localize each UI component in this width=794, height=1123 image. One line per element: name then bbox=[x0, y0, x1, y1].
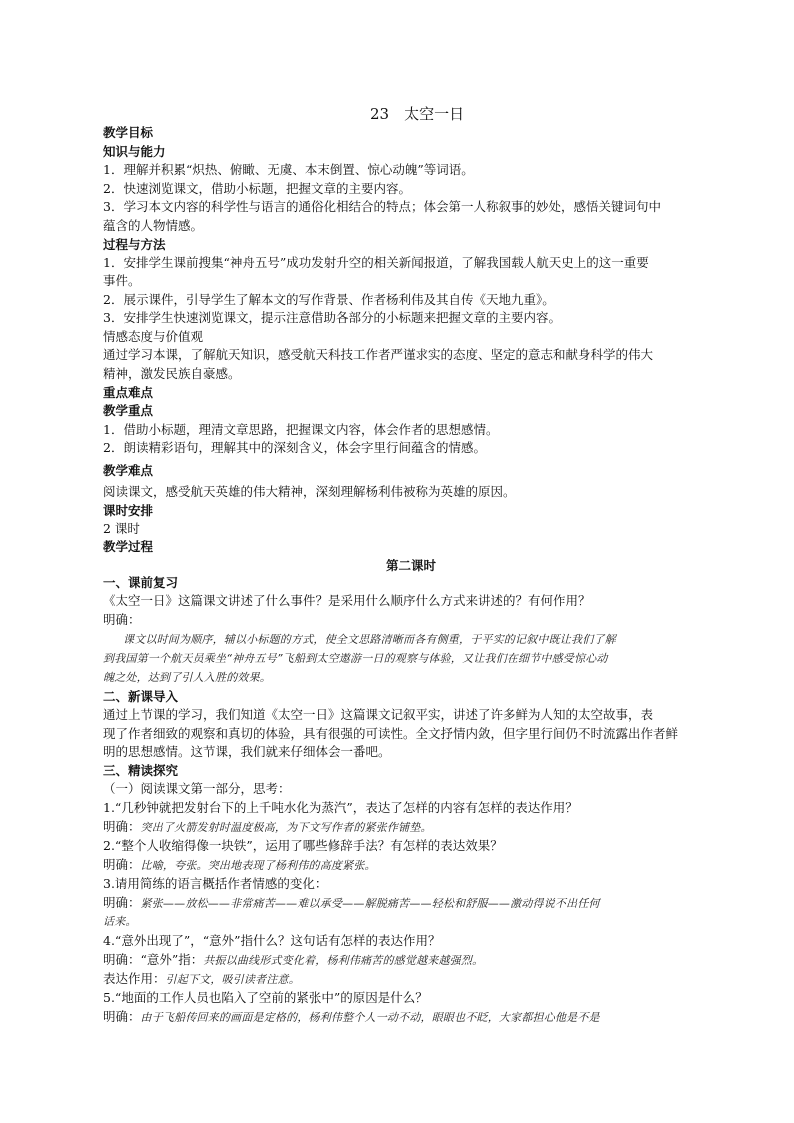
page-title: 23 太空一日 bbox=[370, 105, 465, 123]
answer-2-label: 明确： bbox=[103, 857, 141, 872]
process-item-2: 2．展示课件，引导学生了解本文的写作背景、作者杨利伟及其自传《天地九重》。 bbox=[103, 292, 555, 307]
review-answer-line2: 到我国第一个航天员乘坐“神舟五号”飞船到太空遨游一日的观察与体验，又让我们在细节中感受惊心动 bbox=[103, 652, 608, 665]
difficulty-text: 阅读课文，感受航天英雄的伟大精神，深刻理解杨利伟被称为英雄的原因。 bbox=[103, 484, 516, 499]
answer-label: 明确： bbox=[103, 612, 141, 627]
step-2-introduction: 二、新课导入 bbox=[103, 689, 179, 704]
answer-3-label: 明确： bbox=[103, 895, 141, 910]
review-question: 《太空一日》这篇课文讲述了什么事件？是采用什么顺序什么方式来讲述的？有何作用？ bbox=[103, 593, 591, 608]
answer-3-line2: 话来。 bbox=[103, 915, 137, 928]
part-1-prompt: （一）阅读课文第一部分，思考： bbox=[103, 781, 291, 796]
answer-1 bbox=[103, 818, 432, 837]
process-item-1-line1: 1．安排学生课前搜集“神舟五号”成功发射升空的相关新闻报道，了解我国载人航天史上的这一重要 bbox=[103, 255, 649, 270]
review-answer-line1: 课文以时间为顺序，辅以小标题的方式，使全文思路清晰而各有侧重，于平实的记叙中既让我们了解 bbox=[123, 633, 616, 646]
key-point-1: 1．借助小标题，理清文章思路，把握课文内容，体会作者的思想感情。 bbox=[103, 422, 499, 437]
emotion-text-line2: 精神，激发民族自豪感。 bbox=[103, 366, 241, 381]
answer-1-text: 突出了火箭发射时温度极高，为下文写作者的紧张作铺垫。 bbox=[140, 821, 432, 834]
section-teaching-process: 教学过程 bbox=[103, 539, 154, 554]
subsection-key-points: 教学重点 bbox=[103, 403, 154, 418]
process-item-1-line2: 事件。 bbox=[103, 273, 141, 288]
answer-5-text: 由于飞船传回来的画面是定格的，杨利伟整个人一动不动，眼眼也不眨，大家都担心他是不是 bbox=[140, 1011, 600, 1024]
question-4: 4.“意外出现了”，“意外”指什么？这句话有怎样的表达作用？ bbox=[103, 933, 441, 948]
intro-text-line2: 现了作者细致的观察和真切的体验，具有很强的可读性。全文抒情内敛，但字里行间仍不时流露出作者鲜 bbox=[103, 726, 679, 741]
intro-text-line3: 明的思想感情。这节课，我们就来仔细体会一番吧。 bbox=[103, 744, 391, 759]
emotion-text-line1: 通过学习本课，了解航天知识，感受航天科技工作者严谨求实的态度、坚定的意志和献身科学的伟大 bbox=[103, 347, 654, 362]
answer-3-line1 bbox=[103, 894, 600, 913]
process-item-3: 3．安排学生快速浏览课文，提示注意借助各部分的小标题来把握文章的主要内容。 bbox=[103, 310, 561, 325]
step-1-review: 一、课前复习 bbox=[103, 575, 179, 590]
subsection-knowledge-ability: 知识与能力 bbox=[103, 144, 166, 159]
answer-4a bbox=[103, 951, 483, 970]
subsection-difficulties: 教学难点 bbox=[103, 463, 154, 478]
knowledge-item-2: 2．快速浏览课文，借助小标题，把握文章的主要内容。 bbox=[103, 181, 411, 196]
question-3: 3.请用简练的语言概括作者情感的变化： bbox=[103, 876, 328, 891]
answer-4a-label: 明确：“意外”指： bbox=[103, 952, 204, 967]
subsection-process-method: 过程与方法 bbox=[103, 237, 166, 252]
answer-4b-text: 引起下文，吸引读者注意。 bbox=[165, 973, 300, 986]
lesson-heading: 第二课时 bbox=[386, 558, 437, 573]
section-class-hours: 课时安排 bbox=[103, 503, 154, 518]
question-2: 2.“整个人收缩得像一块铁”，运用了哪些修辞手法？有怎样的表达效果？ bbox=[103, 838, 503, 853]
section-teaching-goals: 教学目标 bbox=[103, 125, 154, 140]
step-3-close-reading: 三、精读探究 bbox=[103, 763, 179, 778]
intro-text-line1: 通过上节课的学习，我们知道《太空一日》这篇课文记叙平实，讲述了许多鲜为人知的太空故事，表 bbox=[103, 707, 654, 722]
question-5: 5.“地面的工作人员也陷入了空前的紧张中”的原因是什么？ bbox=[103, 990, 428, 1005]
answer-1-label: 明确： bbox=[103, 819, 141, 834]
knowledge-item-3-line1: 3．学习本文内容的科学性与语言的通俗化相结合的特点；体会第一人称叙事的妙处，感悟关键词句中 bbox=[103, 199, 661, 214]
answer-3-text: 紧张——放松——非常痛苦——难以承受——解脱痛苦——轻松和舒服——激动得说不出任何 bbox=[140, 897, 600, 910]
subsection-emotion-values: 情感态度与价值观 bbox=[103, 329, 204, 344]
answer-4b-label: 表达作用： bbox=[103, 971, 166, 986]
section-key-difficulties: 重点难点 bbox=[103, 385, 154, 400]
answer-5 bbox=[103, 1008, 600, 1027]
answer-4a-text: 共振以曲线形式变化着，杨利伟痛苦的感觉越来越强烈。 bbox=[203, 954, 484, 967]
answer-2-text: 比喻，夸张。突出地表现了杨利伟的高度紧张。 bbox=[140, 859, 376, 872]
knowledge-item-1: 1．理解并积累“炽热、俯瞰、无虞、本末倒置、惊心动魄”等词语。 bbox=[103, 162, 474, 177]
answer-4b bbox=[103, 970, 300, 989]
key-point-2: 2．朗读精彩语句，理解其中的深刻含义，体会字里行间蕴含的情感。 bbox=[103, 440, 486, 455]
review-answer-line3: 魄之处，达到了引人入胜的效果。 bbox=[103, 671, 271, 684]
class-hours-value: 2 课时 bbox=[103, 521, 140, 536]
answer-5-label: 明确： bbox=[103, 1009, 141, 1024]
answer-2 bbox=[103, 856, 376, 875]
knowledge-item-3-line2: 蕴含的人物情感。 bbox=[103, 218, 204, 233]
question-1: 1.“几秒钟就把发射台下的上千吨水化为蒸汽”，表达了怎样的内容有怎样的表达作用？ bbox=[103, 800, 578, 815]
